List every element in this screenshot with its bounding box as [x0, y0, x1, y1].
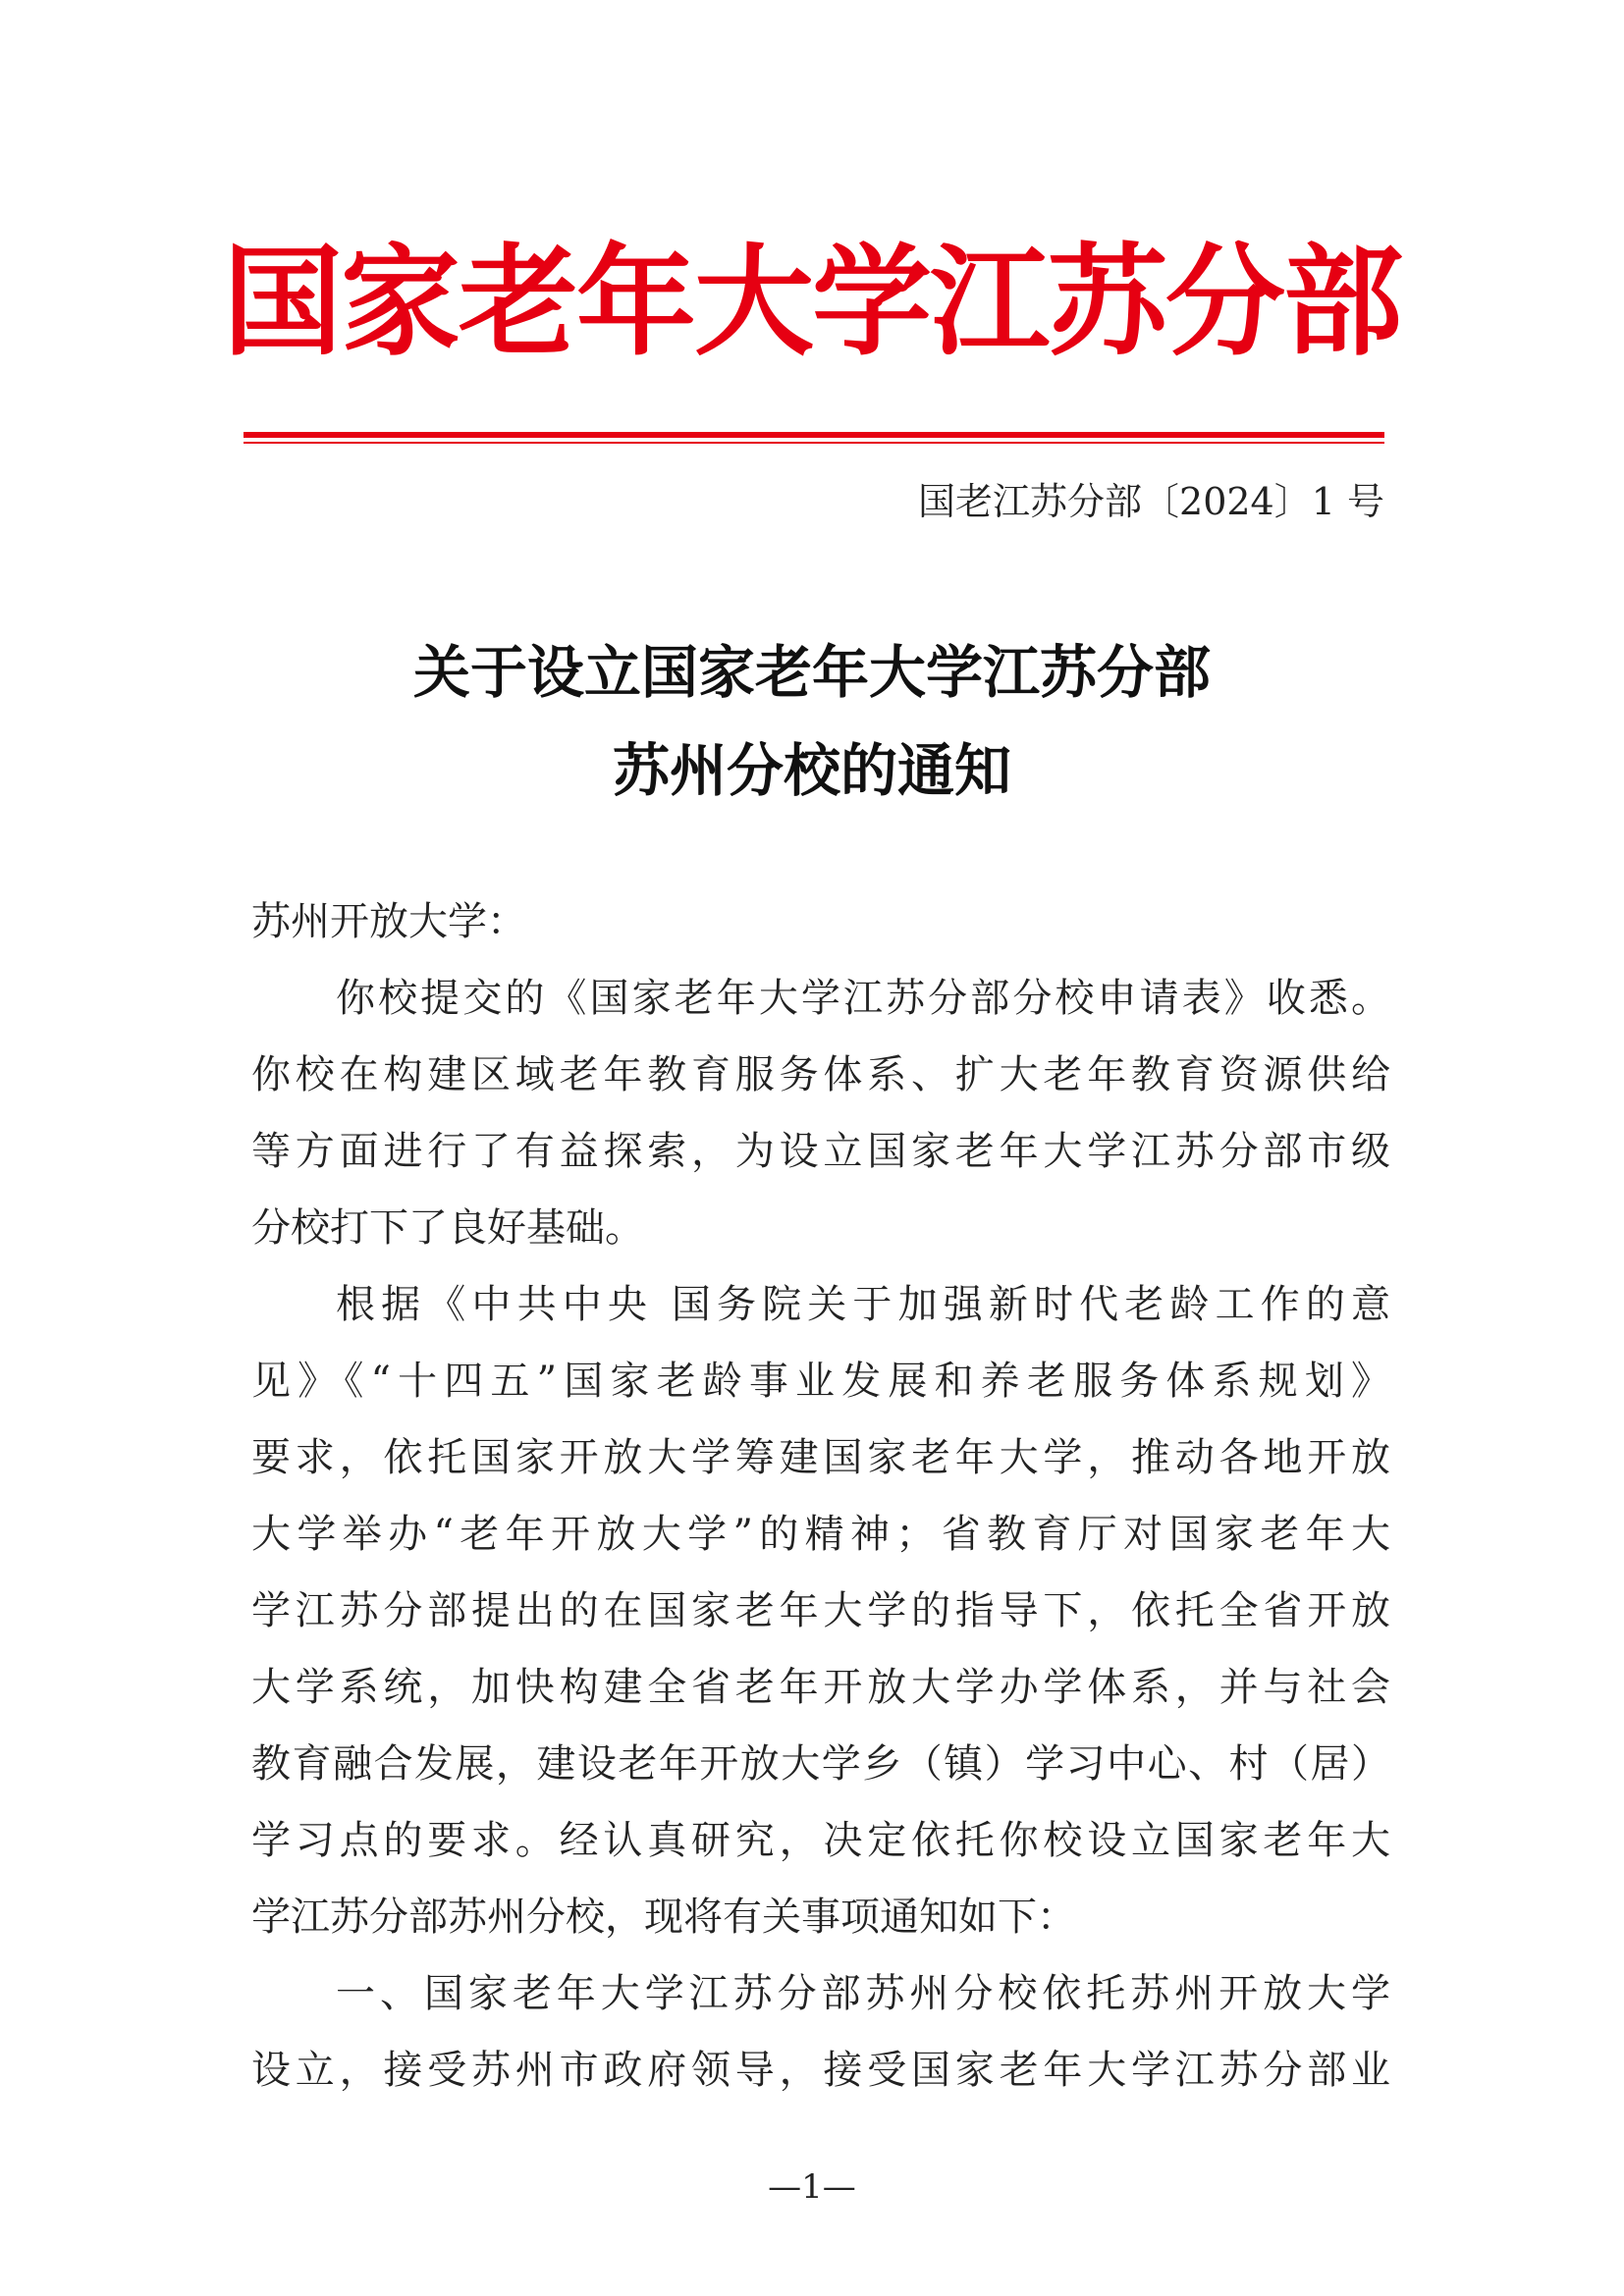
- body-line: 大学系统，加快构建全省老年开放大学办学体系，并与社会: [251, 1665, 1390, 1710]
- salutation: 苏州开放大学：: [251, 899, 526, 944]
- body-line: 根据《中共中央 国务院关于加强新时代老龄工作的意: [336, 1282, 1390, 1327]
- body-line: 等方面进行了有益探索，为设立国家老年大学江苏分部市级: [251, 1129, 1390, 1174]
- masthead-rule-thin: [244, 442, 1384, 444]
- body-line: 一、国家老年大学江苏分部苏州分校依托苏州开放大学: [336, 1971, 1390, 2016]
- body-line: 分校打下了良好基础。: [251, 1205, 644, 1251]
- body-line: 你校提交的《国家老年大学江苏分部分校申请表》收悉。: [336, 976, 1390, 1021]
- body-line: 教育融合发展，建设老年开放大学乡（镇）学习中心、村（居）: [251, 1741, 1390, 1787]
- body-line: 见》《“十四五”国家老龄事业发展和养老服务体系规划》: [251, 1359, 1390, 1404]
- body-line: 要求，依托国家开放大学筹建国家老年大学，推动各地开放: [251, 1435, 1390, 1480]
- notice-body: [251, 883, 1390, 2109]
- body-line: 学习点的要求。经认真研究，决定依托你校设立国家老年大: [251, 1818, 1390, 1863]
- body-line: 大学举办“老年开放大学”的精神；省教育厅对国家老年大: [251, 1512, 1390, 1557]
- body-line: 你校在构建区域老年教育服务体系、扩大老年教育资源供给: [251, 1052, 1390, 1097]
- body-line: 学江苏分部提出的在国家老年大学的指导下，依托全省开放: [251, 1588, 1390, 1633]
- notice-title-line-1: 关于设立国家老年大学江苏分部: [412, 639, 1211, 706]
- document-number: 国老江苏分部〔2024〕1 号: [918, 480, 1384, 523]
- notice-title-line-2: 苏州分校的通知: [612, 737, 1011, 804]
- masthead-title: 国家老年大学江苏分部: [223, 233, 1401, 372]
- page-number: —1—: [768, 2167, 856, 2207]
- body-line: 设立，接受苏州市政府领导，接受国家老年大学江苏分部业: [251, 2048, 1390, 2093]
- body-line: 学江苏分部苏州分校，现将有关事项通知如下：: [251, 1895, 1076, 1940]
- masthead-rule-thick: [244, 432, 1384, 438]
